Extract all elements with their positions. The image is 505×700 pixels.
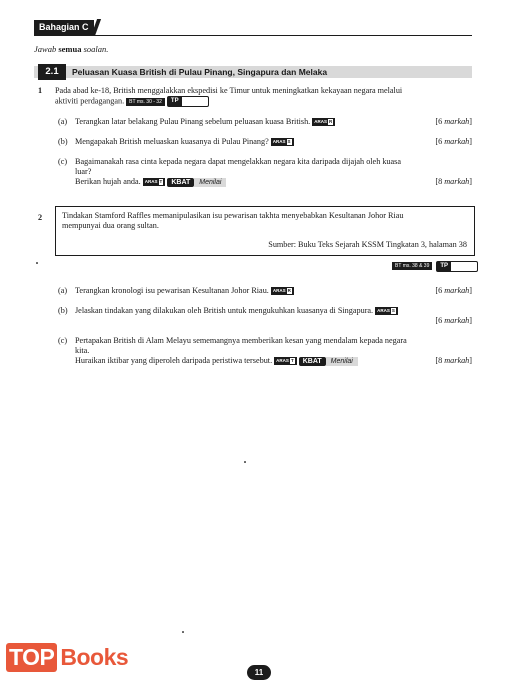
section-label: Bahagian C: [34, 20, 94, 35]
q1a-label: (a): [58, 117, 68, 126]
question-1-number: 1: [38, 86, 43, 95]
q1a-marks: [6 markah]: [435, 117, 472, 126]
q2b-label: (b): [58, 306, 68, 315]
q2b-marks: [6 markah]: [435, 316, 472, 325]
topbooks-watermark-logo: TOP Books: [6, 643, 128, 672]
question-2-number: 2: [38, 213, 43, 222]
q2b-text: Jelaskan tindakan yang dilakukan oleh British untuk mengukuhkan kuasanya di Singapura. ARAS S: [75, 306, 398, 316]
q1a-text: Terangkan latar belakang Pulau Pinang sebelum peluasan kuasa British. ARAS R: [75, 117, 335, 127]
q2a-text: Terangkan kronologi isu pewarisan Kesultanan Johor Riau. ARAS R: [75, 286, 294, 296]
tp-box: TP: [436, 261, 478, 272]
q2c-label: (c): [58, 336, 68, 345]
q2a-marks: [6 markah]: [435, 286, 472, 295]
source-citation: Sumber: Buku Teks Sejarah KSSM Tingkatan 3, halaman 38: [268, 240, 467, 249]
q1c-label: (c): [58, 157, 68, 166]
instruction: Jawab semua soalan.: [34, 44, 109, 54]
kbat-badge: KBAT Menilai: [167, 178, 226, 187]
topic-number: 2.1: [38, 64, 66, 80]
page-number: 11: [247, 665, 271, 680]
kbat-badge: KBAT Menilai: [299, 357, 358, 366]
q1b-label: (b): [58, 137, 68, 146]
q2-reference-badges: [392, 257, 478, 275]
aras-badge: ARAS R: [312, 118, 335, 126]
textbook-reference-badge: BT ms. 30 - 32: [126, 98, 165, 106]
q2c-text: Pertapakan British di Alam Melayu sememangnya memberikan kesan yang mendalam kepada negara kita. Huraikan iktibar yang diperoleh daripada peristiwa tersebut. ARAS T KBAT Menilai: [75, 336, 407, 365]
aras-badge: ARAS S: [271, 138, 294, 146]
aras-badge: ARAS T: [274, 357, 297, 365]
q1b-marks: [6 markah]: [435, 137, 472, 146]
aras-badge: ARAS R: [271, 287, 294, 295]
scan-speck: [244, 461, 246, 463]
q1b-text: Mengapakah British meluaskan kuasanya di Pulau Pinang? ARAS S: [75, 137, 294, 147]
aras-badge: ARAS T: [143, 178, 166, 186]
q2c-marks: [8 markah]: [435, 356, 472, 365]
q2a-label: (a): [58, 286, 68, 295]
topic-title: Peluasan Kuasa British di Pulau Pinang, Singapura dan Melaka: [72, 67, 328, 77]
section-divider: [34, 35, 472, 36]
scan-speck: [182, 631, 184, 633]
textbook-reference-badge: BT ms. 38 & 39: [392, 262, 432, 270]
tp-box: TP: [167, 96, 209, 107]
aras-badge: ARAS S: [375, 307, 398, 315]
scan-speck: [36, 262, 38, 264]
source-text: Tindakan Stamford Raffles memanipulasikan isu pewarisan takhta menyebabkan Kesultanan Johor Riau mempunyai dua orang sultan.: [62, 211, 404, 230]
question-1-stem: Pada abad ke-18, British menggalakkan ekspedisi ke Timur untuk meningkatkan kekayaan negara melalui aktiviti perdagangan. BT ms. 30 - 32 TP: [55, 86, 403, 106]
q1c-marks: [8 markah]: [435, 177, 472, 186]
q1c-text: Bagaimanakah rasa cinta kepada negara dapat mengelakkan negara kita daripada dijajah oleh kuasa luar? Berikan hujah anda. ARAS T KBAT Menilai: [75, 157, 401, 186]
